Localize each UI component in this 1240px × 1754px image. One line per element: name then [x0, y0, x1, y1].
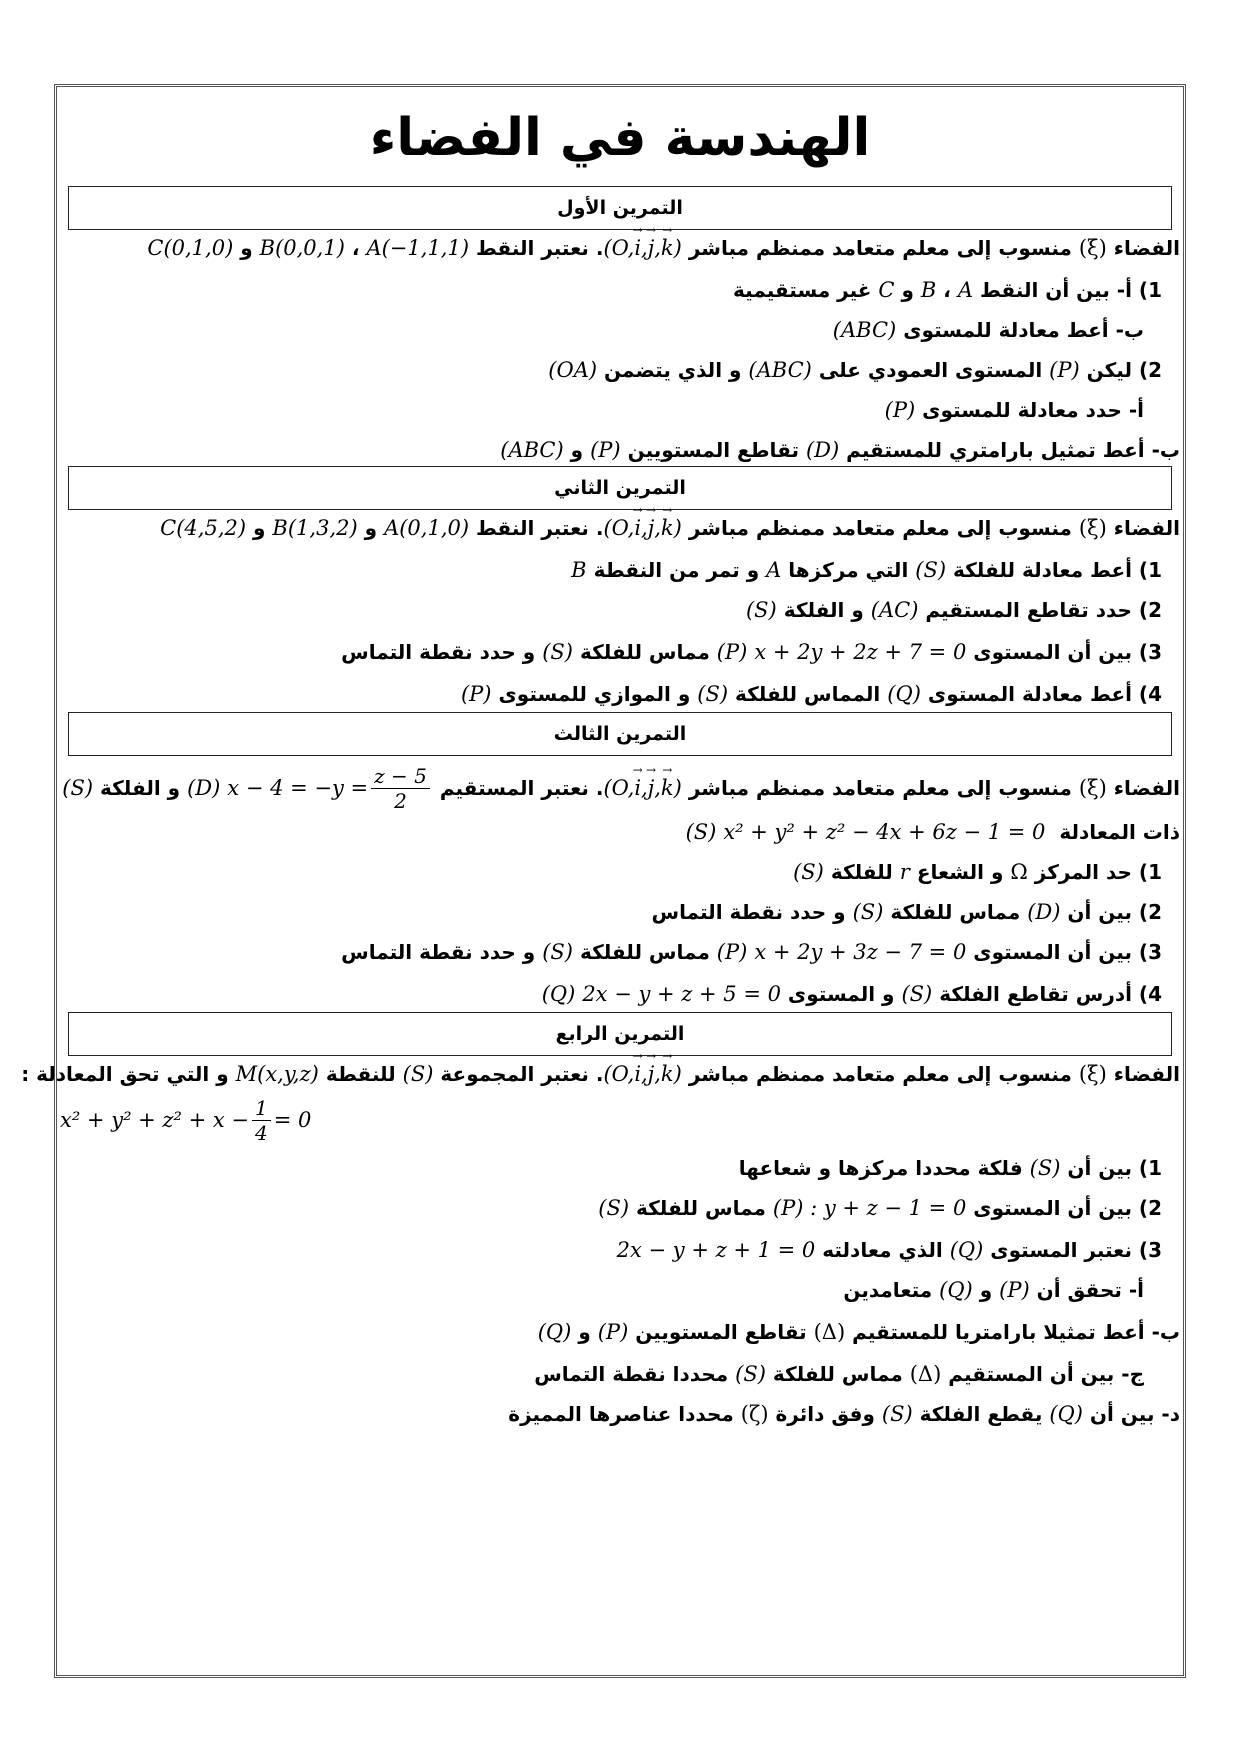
- ex1-line-2: 1) أ- بين أن النقط A ، B و C غير مستقيمية: [733, 278, 1162, 302]
- ex3-line-4: 2) بين أن (D) مماس للفلكة (S) و حدد نقطة التماس: [651, 900, 1162, 924]
- ex3-line-3: 1) حد المركز Ω و الشعاع r للفلكة (S): [793, 860, 1162, 884]
- exercise-4-header: التمرين الرابع: [68, 1012, 1172, 1056]
- ex4-line-7: ب- أعط تمثيلا بارامتريا للمستقيم (Δ) تقاطع المستويين (P) و (Q): [537, 1320, 1180, 1344]
- ex4-line-6: أ- تحقق أن (P) و (Q) متعامدين: [843, 1278, 1144, 1302]
- ex4-line-1: الفضاء (ξ) منسوب إلى معلم متعامد ممنظم مباشر (O,→ i,→ j,→ k) . نعتبر المجموعة (S) للنقطة M(x,y,z) و التي تحق المعادلة :: [60, 1054, 1180, 1094]
- ex4-equation: x² + y² + z² + x − $\frac{1}{4}$ = 0: [60, 1095, 312, 1145]
- ex2-line-1: الفضاء (ξ) منسوب إلى معلم متعامد ممنظم مباشر (O,→ i,→ j,→ k) . نعتبر النقط A(0,1,0) و B(1,3,2) و C(4,5,2): [60, 508, 1180, 548]
- ex1-line-3: ب- أعط معادلة للمستوى (ABC): [832, 318, 1144, 342]
- page-title: الهندسة في الفضاء: [369, 108, 871, 168]
- ex4-line-8: ج- بين أن المستقيم (Δ) مماس للفلكة (S) محددا نقطة التماس: [534, 1362, 1144, 1386]
- ex4-line-3: 1) بين أن (S) فلكة محددا مركزها و شعاعها: [738, 1156, 1162, 1180]
- ex4-line-4: 2) بين أن المستوى (P) : y + z − 1 = 0 مماس للفلكة (S): [598, 1196, 1162, 1220]
- ex2-line-3: 2) حدد تقاطع المستقيم (AC) و الفلكة (S): [745, 598, 1162, 622]
- exercise-2-header: التمرين الثاني: [68, 466, 1172, 510]
- ex3-line-6: 4) أدرس تقاطع الفلكة (S) و المستوى 2x − y + z + 5 = 0 (Q): [541, 982, 1162, 1006]
- ex4-line-9: د- بين أن (Q) يقطع الفلكة (S) وفق دائرة (ζ) محددا عناصرها المميزة: [508, 1402, 1180, 1426]
- ex2-line-2: 1) أعط معادلة للفلكة (S) التي مركزها A و تمر من النقطة B: [571, 558, 1162, 582]
- ex2-line-5: 4) أعط معادلة المستوى (Q) المماس للفلكة (S) و الموازي للمستوى (P): [460, 682, 1162, 706]
- ex1-line-4: 2) ليكن (P) المستوى العمودي على (ABC) و الذي يتضمن (OA): [548, 358, 1162, 382]
- exercise-3-header: التمرين الثالث: [68, 712, 1172, 756]
- ex1-line-5: أ- حدد معادلة للمستوى (P): [884, 398, 1144, 422]
- ex3-line-5: 3) بين أن المستوى x + 2y + 3z − 7 = 0 (P) مماس للفلكة (S) و حدد نقطة التماس: [341, 940, 1162, 964]
- ex4-line-5: 3) نعتبر المستوى (Q) الذي معادلته 2x − y + z + 1 = 0: [616, 1238, 1162, 1262]
- ex3-line-2: ذات المعادلة x² + y² + z² − 4x + 6z − 1 = 0 (S): [685, 820, 1180, 844]
- ex2-line-4: 3) بين أن المستوى x + 2y + 2z + 7 = 0 (P) مماس للفلكة (S) و حدد نقطة التماس: [341, 640, 1162, 664]
- ex1-line-6: ب- أعط تمثيل بارامتري للمستقيم (D) تقاطع المستويين (P) و (ABC): [500, 438, 1180, 462]
- ex1-line-1: الفضاء (ξ) منسوب إلى معلم متعامد ممنظم مباشر (O,→ i,→ j,→ k) . نعتبر النقط A(−1,1,1) ، B(0,0,1) و C(0,1,0): [60, 228, 1180, 268]
- ex3-line-1: الفضاء (ξ) منسوب إلى معلم متعامد ممنظم مباشر (O,→ i,→ j,→ k) . نعتبر المستقيم x − 4 = −y = $\frac{z - 5}{2}$ (D) و الفلكة (S): [60, 758, 1180, 818]
- exercise-1-header: التمرين الأول: [68, 186, 1172, 230]
